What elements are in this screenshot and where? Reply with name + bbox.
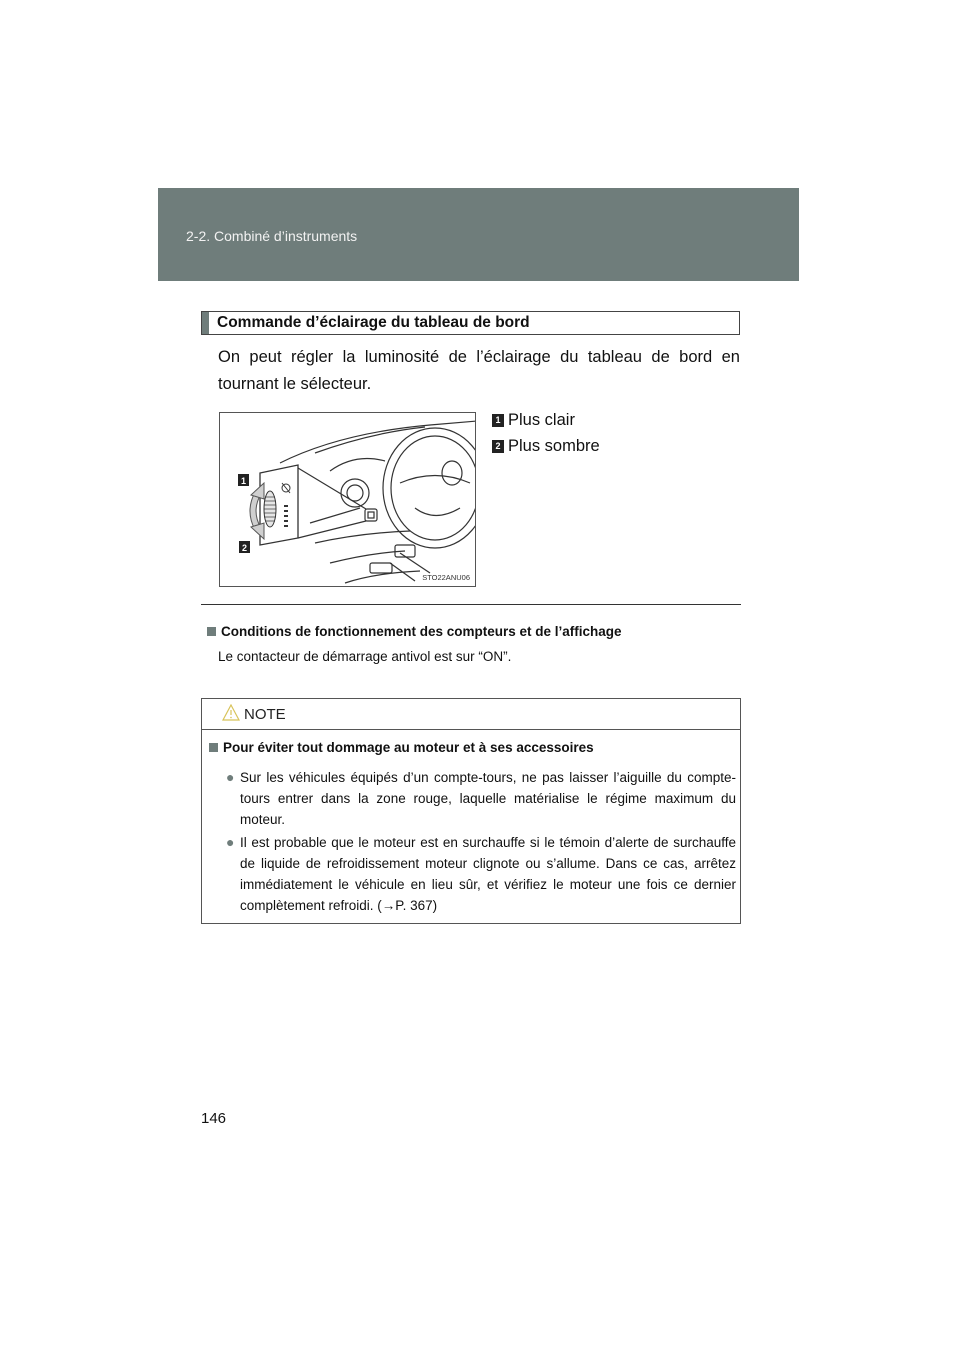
section-title-box — [201, 311, 740, 335]
circle-bullet-icon: ● — [226, 834, 235, 850]
circle-bullet-icon: ● — [226, 769, 235, 785]
note-subheading-text: Pour éviter tout dommage au moteur et à ses accessoires — [223, 740, 594, 755]
note-bullet-text: Il est probable que le moteur est en surchauffe si le témoin d’alerte de surchauffe de liquide de refroidissement moteur clignote ou s’allume. Dans ce cas, arrêtez immédiatement le véhicule en lieu sûr, et vérifiez le moteur une fois ce dernier complètement refroidi. (→P. 367) — [240, 835, 736, 913]
note-label: NOTE — [244, 706, 286, 723]
legend-label: Plus sombre — [508, 436, 600, 455]
title-accent-bar — [202, 312, 209, 334]
legend-number: 1 — [492, 414, 504, 427]
dashboard-illustration — [219, 412, 476, 587]
note-subheading — [209, 740, 594, 755]
conditions-heading — [207, 624, 622, 639]
callout-2: 2 — [241, 543, 248, 553]
intro-paragraph: On peut régler la luminosité de l’éclairage du tableau de bord en tournant le sélecteur. — [218, 348, 740, 393]
note-header — [202, 699, 740, 730]
square-bullet-icon — [209, 743, 218, 752]
note-bullet-item — [226, 767, 736, 830]
chapter-header — [158, 188, 799, 281]
section-breadcrumb: 2-2. Combiné d’instruments — [186, 228, 358, 244]
section-title: Commande d’éclairage du tableau de bord — [217, 314, 530, 331]
note-bullet-text: Sur les véhicules équipés d’un compte-tours, ne pas laisser l’aiguille du compte-tours entrer dans la zone rouge, laquelle matérialise le régime maximum du moteur. — [240, 770, 736, 827]
page-number: 146 — [201, 1110, 227, 1127]
legend-item-darker — [492, 433, 600, 459]
section-divider — [201, 604, 741, 605]
square-bullet-icon — [207, 627, 216, 636]
figure-code: STO22ANU06 — [422, 573, 470, 582]
dashboard-drawing — [220, 413, 476, 587]
conditions-text: Le contacteur de démarrage antivol est sur “ON”. — [218, 649, 512, 664]
legend-number: 2 — [492, 440, 504, 453]
callout-1: 1 — [240, 476, 247, 486]
note-box — [201, 698, 741, 924]
warning-triangle-icon — [222, 704, 240, 721]
note-bullet-item — [226, 832, 736, 916]
figure-legend — [492, 407, 600, 459]
legend-item-brighter — [492, 407, 600, 433]
legend-label: Plus clair — [508, 410, 575, 429]
conditions-heading-text: Conditions de fonctionnement des compteurs et de l’affichage — [221, 624, 622, 639]
